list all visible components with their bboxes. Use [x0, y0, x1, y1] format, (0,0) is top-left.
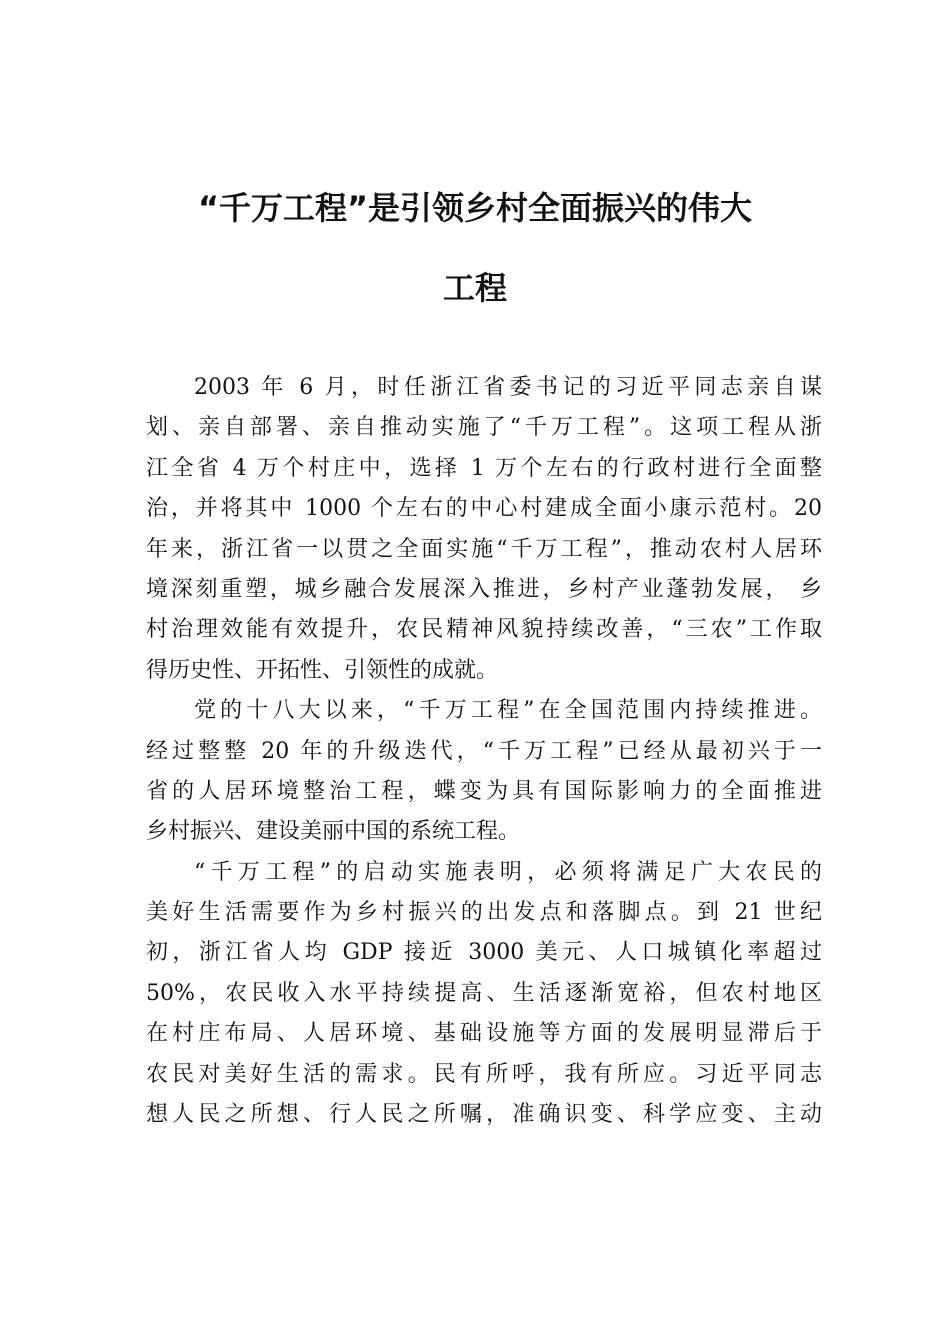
paragraph-line: 省的人居环境整治工程，蝶变为具有国际影响力的全面推进 [146, 778, 822, 804]
paragraph-line: 50%，农民收入水平持续提高、生活逐渐宽裕，但农村地区 [146, 980, 822, 1006]
paragraph-line: 划、亲自部署、亲自推动实施了“千万工程”。这项工程从浙 [146, 415, 822, 441]
paragraph-line: 党的十八大以来，“千万工程”在全国范围内持续推进。 [194, 698, 822, 724]
paragraph-line: 经过整整 20 年的升级迭代，“千万工程”已经从最初兴于一 [146, 738, 822, 764]
paragraph-line: 江全省 4 万个村庄中，选择 1 万个左右的行政村进行全面整 [146, 455, 822, 481]
paragraph-line: 初，浙江省人均 GDP 接近 3000 美元、人口城镇化率超过 [146, 940, 822, 966]
document-title [120, 168, 830, 328]
paragraph-line: 境深刻重塑，城乡融合发展深入推进，乡村产业蓬勃发展， 乡 [146, 576, 822, 602]
paragraph-line: 2003 年 6 月，时任浙江省委书记的习近平同志亲自谋 [194, 375, 822, 400]
paragraph-line: 美好生活需要作为乡村振兴的出发点和落脚点。到 21 世纪 [146, 900, 822, 926]
paragraph-line: 得历史性、开拓性、引领性的成就。 [146, 657, 499, 683]
paragraph-line: “千万工程”的启动实施表明，必须将满足广大农民的 [194, 859, 822, 885]
paragraph-2 [146, 691, 822, 853]
document-body [146, 368, 822, 1135]
paragraph-line: 乡村振兴、建设美丽中国的系统工程。 [146, 819, 521, 845]
title-line-1: “千万工程”是引领乡村全面振兴的伟大 [197, 189, 753, 227]
paragraph-line: 农民对美好生活的需求。民有所呼，我有所应。习近平同志 [146, 1061, 822, 1087]
paragraph-3 [146, 853, 822, 1136]
paragraph-line: 村治理效能有效提升，农民精神风貌持续改善，“三农”工作取 [146, 617, 822, 643]
title-line-2: 工程 [442, 269, 507, 307]
paragraph-line: 年来，浙江省一以贯之全面实施“千万工程”，推动农村人居环 [146, 536, 822, 562]
paragraph-line: 治，并将其中 1000 个左右的中心村建成全面小康示范村。20 [146, 496, 822, 522]
paragraph-line: 在村庄布局、人居环境、基础设施等方面的发展明显滞后于 [146, 1021, 822, 1047]
paragraph-line: 想人民之所想、行人民之所嘱，准确识变、科学应变、主动 [146, 1102, 822, 1128]
paragraph-1 [146, 368, 822, 691]
